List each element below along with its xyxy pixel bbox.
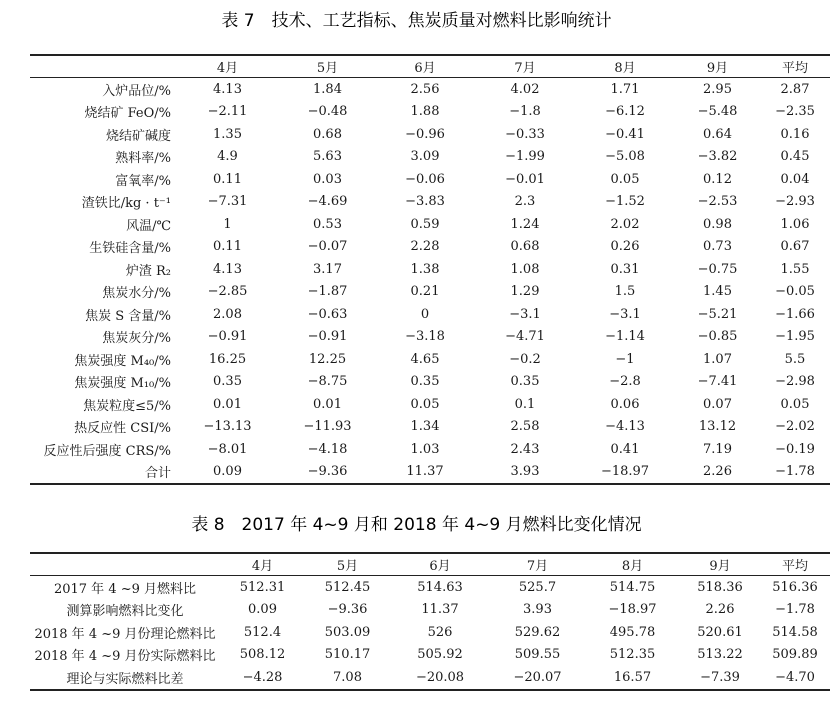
- value-cell: 2.58: [510, 419, 540, 435]
- value-cell: 2.08: [213, 306, 242, 322]
- value-cell: 512.4: [243, 624, 282, 640]
- value-cell: −0.41: [605, 126, 645, 142]
- header-cell: 平均: [760, 55, 830, 78]
- table7-caption: 表 7 技术、工艺指标、焦炭质量对燃料比影响统计: [221, 11, 612, 31]
- value-cell: 0.45: [780, 149, 810, 165]
- value-cell: −4.18: [307, 441, 348, 457]
- value-cell: 0.11: [213, 239, 242, 255]
- value-cell: 0.64: [703, 126, 732, 142]
- value-cell: −9.36: [327, 602, 368, 618]
- value-cell: −5.08: [605, 149, 645, 165]
- value-cell: 518.36: [697, 579, 743, 595]
- row-label: 烧结矿 FeO/%: [84, 106, 171, 122]
- value-cell: −0.19: [775, 441, 815, 457]
- table-row: [30, 599, 830, 622]
- value-cell: −4.71: [505, 329, 545, 345]
- table-row: [30, 78, 830, 101]
- value-cell: 0.31: [610, 261, 640, 277]
- value-cell: 4.13: [213, 261, 242, 277]
- value-cell: 0.68: [510, 239, 540, 255]
- value-cell: −20.08: [415, 669, 465, 685]
- row-label: 焦炭 S 含量/%: [85, 308, 171, 324]
- header-cell: 8月: [585, 553, 680, 576]
- header-cell: 9月: [675, 55, 760, 78]
- table-row: [30, 326, 830, 349]
- value-cell: 0.05: [610, 171, 640, 187]
- value-cell: 0.09: [248, 602, 277, 618]
- value-cell: 0.11: [213, 171, 242, 187]
- header-cell: 4月: [220, 553, 305, 576]
- value-cell: 514.58: [772, 624, 818, 640]
- table8-header-row: [30, 553, 830, 576]
- value-cell: 4.13: [213, 81, 242, 97]
- table7-body: [30, 78, 830, 485]
- header-cell: 7月: [490, 553, 585, 576]
- value-cell: 7.19: [703, 441, 732, 457]
- table-row: [30, 191, 830, 214]
- row-label: 焦炭水分/%: [102, 286, 171, 302]
- value-cell: −1.95: [775, 329, 815, 345]
- value-cell: 0.21: [410, 284, 440, 300]
- value-cell: −3.1: [509, 306, 541, 322]
- value-cell: 0.16: [780, 126, 810, 142]
- value-cell: −2.8: [609, 374, 641, 390]
- value-cell: 0.68: [313, 126, 342, 142]
- value-cell: 2.56: [410, 81, 440, 97]
- table-row: [30, 438, 830, 461]
- value-cell: 503.09: [324, 624, 371, 640]
- value-cell: 512.35: [609, 647, 656, 663]
- value-cell: 1.88: [410, 104, 440, 120]
- value-cell: 0.03: [313, 171, 342, 187]
- table-row: [30, 461, 830, 485]
- table-row: [30, 416, 830, 439]
- row-label: 理论与实际燃料比差: [66, 671, 184, 687]
- table8-body: [30, 576, 830, 690]
- row-label: 烧结矿碱度: [105, 128, 171, 144]
- value-cell: −4.13: [605, 419, 645, 435]
- value-cell: 0.35: [410, 374, 440, 390]
- value-cell: 1: [223, 216, 232, 232]
- value-cell: 529.62: [514, 624, 561, 640]
- row-label: 焦炭灰分/%: [102, 331, 171, 347]
- table-row: [30, 644, 830, 667]
- value-cell: 514.75: [609, 579, 656, 595]
- value-cell: −4.69: [307, 194, 348, 210]
- value-cell: 2.28: [410, 239, 440, 255]
- table-row: [30, 168, 830, 191]
- value-cell: 1.71: [610, 81, 640, 97]
- row-label: 热反应性 CSI/%: [74, 421, 171, 437]
- value-cell: 526: [427, 624, 453, 640]
- value-cell: 0.01: [213, 396, 242, 412]
- value-cell: −20.07: [513, 669, 562, 685]
- value-cell: 509.55: [514, 647, 561, 663]
- value-cell: 0.98: [703, 216, 732, 232]
- value-cell: −0.75: [697, 261, 738, 277]
- value-cell: −0.85: [697, 329, 738, 345]
- row-label: 反应性后强度 CRS/%: [43, 443, 171, 459]
- table-row: [30, 258, 830, 281]
- value-cell: 514.63: [417, 579, 463, 595]
- value-cell: −0.91: [307, 329, 348, 345]
- value-cell: −11.93: [303, 419, 352, 435]
- value-cell: 4.02: [510, 81, 540, 97]
- value-cell: 1.38: [410, 261, 440, 277]
- value-cell: 4.9: [217, 149, 238, 165]
- value-cell: 0.41: [610, 441, 640, 457]
- header-cell: 7月: [475, 55, 575, 78]
- table-row: [30, 281, 830, 304]
- value-cell: 0.1: [514, 396, 536, 412]
- value-cell: 520.61: [697, 624, 743, 640]
- header-cell: 9月: [680, 553, 760, 576]
- value-cell: 1.06: [780, 216, 810, 232]
- value-cell: 1.24: [510, 216, 540, 232]
- value-cell: 0.05: [780, 396, 810, 412]
- value-cell: 509.89: [772, 647, 818, 663]
- table-row: [30, 146, 830, 169]
- value-cell: 0.26: [610, 239, 640, 255]
- value-cell: 2.26: [705, 602, 735, 618]
- table8: [30, 552, 830, 691]
- header-cell: 5月: [280, 55, 375, 78]
- value-cell: −8.01: [207, 441, 248, 457]
- value-cell: 508.12: [239, 647, 286, 663]
- row-label: 富氧率/%: [115, 173, 171, 189]
- value-cell: −1.87: [307, 284, 348, 300]
- value-cell: −2.35: [775, 104, 815, 120]
- value-cell: −8.75: [307, 374, 348, 390]
- row-label: 焦炭强度 M₄₀/%: [74, 353, 171, 369]
- header-cell: 8月: [575, 55, 675, 78]
- value-cell: 1.07: [703, 351, 732, 367]
- value-cell: −2.02: [775, 419, 815, 435]
- value-cell: −7.39: [700, 669, 740, 685]
- table-row: [30, 236, 830, 259]
- table-row: [30, 393, 830, 416]
- value-cell: −3.83: [405, 194, 445, 210]
- value-cell: −0.48: [307, 104, 348, 120]
- row-label: 2018 年 4 ~9 月份理论燃料比: [34, 626, 216, 642]
- value-cell: −3.1: [609, 306, 641, 322]
- value-cell: 1.45: [703, 284, 732, 300]
- value-cell: 1.03: [410, 441, 440, 457]
- value-cell: 16.25: [208, 351, 247, 367]
- value-cell: 1.55: [780, 261, 810, 277]
- value-cell: −2.11: [207, 104, 248, 120]
- value-cell: 3.17: [313, 261, 342, 277]
- value-cell: −5.48: [697, 104, 738, 120]
- value-cell: −1.52: [605, 194, 645, 210]
- value-cell: 1.84: [313, 81, 342, 97]
- value-cell: 495.78: [609, 624, 656, 640]
- row-label: 渣铁比/kg · t⁻¹: [81, 196, 171, 212]
- value-cell: −1.99: [505, 149, 545, 165]
- value-cell: −4.28: [242, 669, 283, 685]
- row-label: 合计: [144, 466, 171, 482]
- table-row: [30, 621, 830, 644]
- table7-header-row: [30, 55, 830, 78]
- value-cell: −0.06: [405, 171, 445, 187]
- header-cell: 5月: [305, 553, 390, 576]
- header-cell: 4月: [175, 55, 280, 78]
- value-cell: 512.31: [239, 579, 286, 595]
- row-label: 风温/℃: [126, 218, 171, 234]
- value-cell: 516.36: [772, 579, 818, 595]
- value-cell: 0.01: [313, 396, 342, 412]
- value-cell: 510.17: [324, 647, 371, 663]
- header-cell: [30, 553, 220, 576]
- row-label: 入炉品位/%: [102, 83, 171, 99]
- value-cell: 512.45: [324, 579, 371, 595]
- value-cell: 1.5: [614, 284, 636, 300]
- table-row: [30, 666, 830, 690]
- table-row: [30, 123, 830, 146]
- table-row: [30, 371, 830, 394]
- table-row: [30, 101, 830, 124]
- value-cell: 2.95: [703, 81, 732, 97]
- value-cell: 2.87: [780, 81, 810, 97]
- value-cell: −2.85: [207, 284, 248, 300]
- value-cell: −1.8: [509, 104, 541, 120]
- value-cell: −2.98: [775, 374, 815, 390]
- value-cell: −6.12: [605, 104, 645, 120]
- value-cell: 1.34: [410, 419, 440, 435]
- value-cell: 525.7: [518, 579, 557, 595]
- row-label: 焦炭强度 M₁₀/%: [74, 376, 171, 392]
- value-cell: −1.14: [605, 329, 645, 345]
- value-cell: 0.59: [410, 216, 440, 232]
- row-label: 测算影响燃料比变化: [66, 604, 184, 620]
- table7: [30, 54, 830, 485]
- value-cell: 5.63: [313, 149, 342, 165]
- value-cell: −18.97: [608, 602, 657, 618]
- row-label: 2017 年 4 ~9 月燃料比: [53, 581, 197, 597]
- value-cell: −7.41: [697, 374, 738, 390]
- value-cell: −2.53: [697, 194, 738, 210]
- value-cell: 0: [420, 306, 430, 322]
- value-cell: −0.07: [307, 239, 348, 255]
- value-cell: 11.37: [421, 602, 459, 618]
- row-label: 焦炭粒度≤5/%: [83, 398, 171, 414]
- header-cell: [30, 55, 175, 78]
- value-cell: 2.3: [514, 194, 536, 210]
- row-label: 熟料率/%: [115, 151, 171, 167]
- value-cell: −18.97: [600, 464, 650, 480]
- value-cell: −0.05: [775, 284, 815, 300]
- value-cell: 11.37: [406, 464, 444, 480]
- value-cell: −0.91: [207, 329, 248, 345]
- value-cell: 0.09: [213, 464, 242, 480]
- value-cell: 3.93: [510, 464, 540, 480]
- value-cell: 0.06: [610, 396, 640, 412]
- value-cell: 0.12: [703, 171, 732, 187]
- row-label: 炉渣 R₂: [125, 263, 171, 279]
- value-cell: −4.70: [775, 669, 815, 685]
- value-cell: −1.66: [775, 306, 815, 322]
- value-cell: −0.96: [405, 126, 445, 142]
- table8-caption: 表 8 2017 年 4~9 月和 2018 年 4~9 月燃料比变化情况: [191, 515, 642, 535]
- value-cell: 0.05: [410, 396, 440, 412]
- value-cell: −5.21: [697, 306, 738, 322]
- value-cell: −0.63: [307, 306, 348, 322]
- table-row: [30, 213, 830, 236]
- table-row: [30, 303, 830, 326]
- value-cell: 1.29: [510, 284, 540, 300]
- value-cell: 12.25: [308, 351, 347, 367]
- value-cell: −1: [615, 351, 635, 367]
- value-cell: 4.65: [410, 351, 440, 367]
- value-cell: −3.18: [405, 329, 445, 345]
- value-cell: 7.08: [333, 669, 362, 685]
- value-cell: 2.26: [703, 464, 732, 480]
- table-row: [30, 348, 830, 371]
- header-cell: 6月: [390, 553, 490, 576]
- value-cell: −7.31: [207, 194, 248, 210]
- value-cell: −9.36: [307, 464, 348, 480]
- value-cell: −0.2: [509, 351, 541, 367]
- value-cell: 2.02: [610, 216, 640, 232]
- value-cell: 0.04: [780, 171, 810, 187]
- value-cell: 0.35: [510, 374, 540, 390]
- value-cell: 16.57: [613, 669, 652, 685]
- value-cell: 513.22: [697, 647, 743, 663]
- header-cell: 平均: [760, 553, 830, 576]
- value-cell: 0.73: [703, 239, 732, 255]
- value-cell: 0.67: [780, 239, 810, 255]
- value-cell: −3.82: [697, 149, 738, 165]
- value-cell: −1.78: [775, 602, 815, 618]
- value-cell: 0.53: [313, 216, 342, 232]
- value-cell: 1.08: [510, 261, 540, 277]
- table-row: [30, 576, 830, 599]
- value-cell: 0.35: [213, 374, 242, 390]
- value-cell: −2.93: [775, 194, 815, 210]
- value-cell: −0.01: [505, 171, 545, 187]
- row-label: 生铁硅含量/%: [89, 241, 171, 257]
- value-cell: −0.33: [505, 126, 545, 142]
- header-cell: 6月: [375, 55, 475, 78]
- value-cell: 13.12: [698, 419, 737, 435]
- value-cell: 5.5: [784, 351, 806, 367]
- value-cell: 505.92: [417, 647, 463, 663]
- value-cell: 3.93: [523, 602, 552, 618]
- value-cell: 0.07: [703, 396, 732, 412]
- value-cell: 1.35: [213, 126, 242, 142]
- value-cell: −13.13: [203, 419, 252, 435]
- value-cell: 2.43: [510, 441, 540, 457]
- value-cell: −1.78: [775, 464, 815, 480]
- row-label: 2018 年 4 ~9 月份实际燃料比: [34, 649, 216, 665]
- value-cell: 3.09: [410, 149, 440, 165]
